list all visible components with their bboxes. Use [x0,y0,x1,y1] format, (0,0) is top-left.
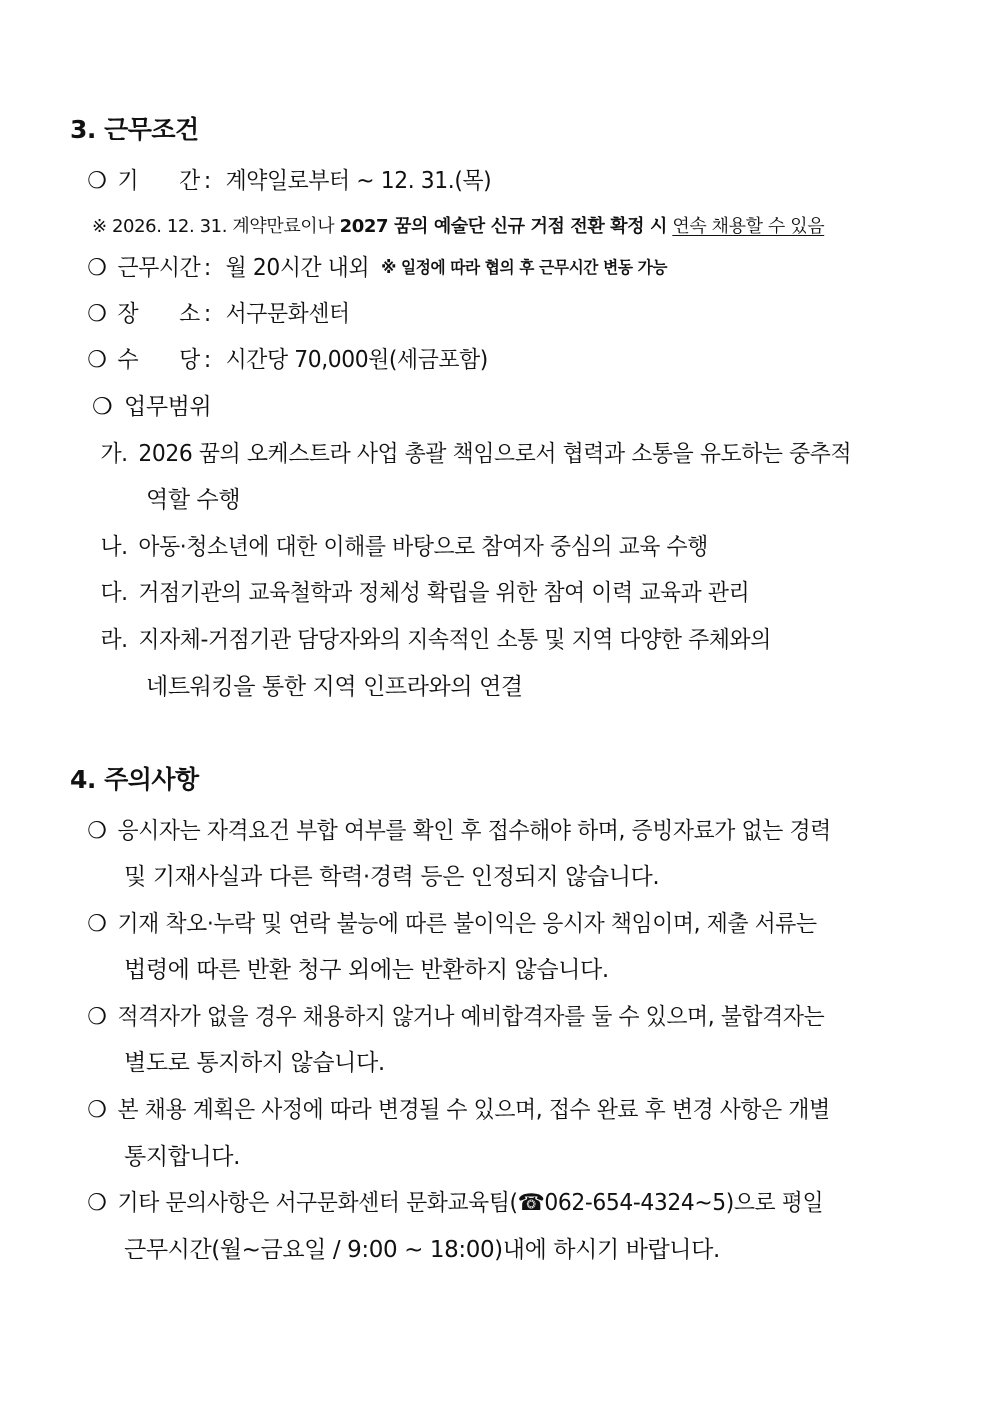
contract-note-bold: 2027 꿈의 예술단 신규 거점 전환 확정 시 [339,216,668,237]
bullet-circle-icon: ❍ [87,1190,107,1216]
hours-label: 근무시간 [117,255,201,281]
scope-item-line: 아동·청소년에 대한 이해를 바탕으로 참여자 중심의 교육 수행 [138,534,708,560]
bullet-circle-icon: ❍ [87,1097,107,1123]
contract-note-prefix: ※ 2026. 12. 31. 계약만료이나 [92,216,340,237]
scope-item-mark: 다. [100,580,128,606]
scope-item-line: 역할 수행 [146,487,241,513]
bullet-circle-icon: ❍ [87,301,107,327]
place-label-b: 소 [179,301,200,327]
period-value: 계약일로부터 ~ 12. 31.(목) [225,168,492,194]
notice-line: 적격자가 없을 경우 채용하지 않거나 예비합격자를 둘 수 있으며, 불합격자는 [117,1004,825,1030]
notice-line: 통지합니다. [124,1144,241,1170]
scope-item-line: 네트워킹을 통한 지역 인프라와의 연결 [146,674,523,700]
scope-item-mark: 나. [100,534,128,560]
hours-note: ※ 일정에 따라 협의 후 근무시간 변동 가능 [381,258,668,277]
scope-item-line: 지자체-거점기관 담당자와의 지속적인 소통 및 지역 다양한 주체와의 [138,627,771,653]
period-label-b: 간 [179,168,200,194]
notice-line: 응시자는 자격요건 부합 여부를 확인 후 접수해야 하며, 증빙자료가 없는 경력 [117,818,831,844]
scope-item-line: 2026 꿈의 오케스트라 사업 총괄 책임으로서 협력과 소통을 유도하는 중추적 [138,441,852,467]
bullet-circle-icon: ❍ [87,347,107,373]
bullet-circle-icon: ❍ [87,818,107,844]
contract-note [92,212,824,242]
section3-heading: 3. 근무조건 [70,115,199,144]
hours-sep: : [203,255,211,281]
notice-line: 법령에 따른 반환 청구 외에는 반환하지 않습니다. [124,957,609,983]
notice-line: 별도로 통지하지 않습니다. [124,1050,385,1076]
section4-heading: 4. 주의사항 [70,765,199,794]
period-label-a: 기 [117,168,139,194]
place-value: 서구문화센터 [225,301,350,327]
place-label-a: 장 [117,301,139,327]
pay-sep: : [203,347,211,373]
bullet-circle-icon: ❍ [92,394,113,420]
notice-line: 및 기재사실과 다른 학력·경력 등은 인정되지 않습니다. [124,864,660,890]
scope-item-line: 거점기관의 교육철학과 정체성 확립을 위한 참여 이력 교육과 관리 [138,580,750,606]
bullet-circle-icon: ❍ [87,911,107,937]
scope-label: 업무범위 [124,394,212,420]
notice-line: 기재 착오·누락 및 연락 불능에 따른 불이익은 응시자 책임이며, 제출 서류는 [117,911,817,937]
scope-item-mark: 가. [100,441,128,467]
bullet-circle-icon: ❍ [87,255,107,281]
period-sep: : [203,168,211,194]
place-sep: : [203,301,211,327]
pay-value: 시간당 70,000원(세금포함) [225,347,488,373]
hours-value: 월 20시간 내외 [225,255,370,281]
notice-line: 기타 문의사항은 서구문화센터 문화교육팀(☎062-654-4324~5)으로 평일 [117,1190,824,1216]
scope-item-mark: 라. [100,627,128,653]
pay-label-a: 수 [117,347,139,373]
contract-note-underlined: 연속 채용할 수 있음 [672,216,825,237]
notice-line: 근무시간(월~금요일 / 9:00 ~ 18:00)내에 하시기 바랍니다. [124,1237,720,1263]
pay-label-b: 당 [179,347,200,373]
bullet-circle-icon: ❍ [87,1004,107,1030]
bullet-circle-icon: ❍ [87,168,107,194]
notice-line: 본 채용 계획은 사정에 따라 변경될 수 있으며, 접수 완료 후 변경 사항은 개별 [117,1097,830,1123]
